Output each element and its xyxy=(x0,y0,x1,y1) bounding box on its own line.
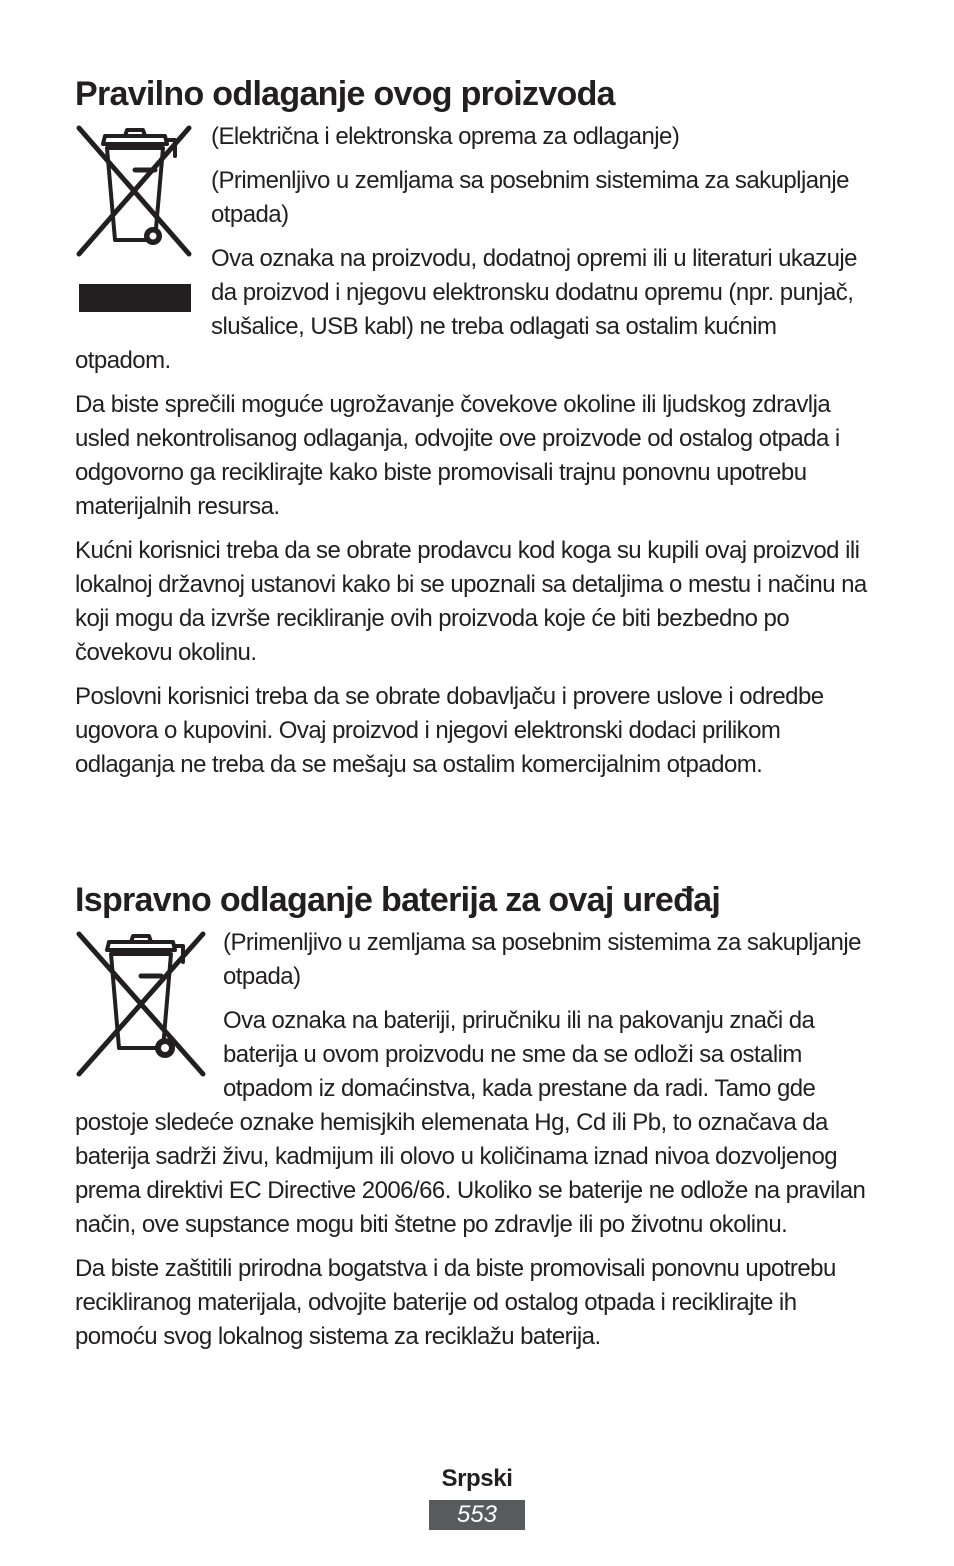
paragraph: Ova oznaka na bateriji, priručniku ili na pakovanju znači da baterija u ovom proizvodu ne sme da se odloži sa ostalim otpadom iz domaćinstva, kada prestane da radi. Tamo gde postoje sledeće oznake hemisjkih elemenata Hg, Cd ili Pb, to označava da baterija sadrži živu, kadmijum ili olovo u količinama iznad nivoa dozvoljenog prema direktivi EC Directive 2006/66. Ukoliko se baterije ne odlože na pravilan način, ove supstance mogu biti štetne po zdravlje ili po životnu okolinu. xyxy=(75,1007,866,1238)
crossed-out-battery-bin-icon xyxy=(75,928,207,1078)
crossed-out-wheelie-bin-icon xyxy=(75,122,193,314)
paragraph: (Primenljivo u zemljama sa posebnim sistemima za sakupljanje otpada) xyxy=(211,167,849,228)
paragraph: Da biste sprečili moguće ugrožavanje čovekove okoline ili ljudskog zdravlja usled nekontrolisanog odlaganja, odvojite ove proizvode od ostalog otpada i odgovorno ga reciklirajte kako biste promovisali trajnu ponovnu upotrebu materijalnih resursa. xyxy=(75,391,840,520)
paragraph: Kućni korisnici treba da se obrate prodavcu kod koga su kupili ovaj proizvod ili lokalnoj državnoj ustanovi kako bi se upoznali sa detaljima o mestu i načinu na koji mogu da izvrše recikliranje ovih proizvoda koje će biti bezbedno po čovekovu okolinu. xyxy=(75,537,867,666)
section-heading: Ispravno odlaganje baterija za ovaj uređaj xyxy=(75,881,721,919)
paragraph: Da biste zaštitili prirodna bogatstva i da biste promovisali ponovnu upotrebu recikliranog materijala, odvojite baterije od ostalog otpada i reciklirajte ih pomoću svog lokalnog sistema za reciklažu baterija. xyxy=(75,1255,836,1350)
page-footer xyxy=(0,1462,954,1530)
paragraph: Poslovni korisnici treba da se obrate dobavljaču i provere uslove i odredbe ugovora o kupovini. Ovaj proizvod i njegovi elektronski dodaci prilikom odlaganja ne treba da se mešaju sa ostalim komercijalnim otpadom. xyxy=(75,683,824,778)
page-number-badge: 553 xyxy=(429,1500,525,1530)
section-battery-disposal xyxy=(75,880,875,1364)
footer-language: Srpski xyxy=(441,1465,513,1492)
paragraph: (Električna i elektronska oprema za odlaganje) xyxy=(211,123,680,150)
section-heading: Pravilno odlaganje ovog proizvoda xyxy=(75,75,615,113)
section-product-disposal xyxy=(75,74,875,792)
paragraph: Ova oznaka na proizvodu, dodatnoj opremi ili u literaturi ukazuje da proizvod i njegovu elektronsku dodatnu opremu (npr. punjač, slušalice, USB kabl) ne treba odlagati sa ostalim kućnim otpadom. xyxy=(75,245,857,374)
paragraph: (Primenljivo u zemljama sa posebnim sistemima za sakupljanje otpada) xyxy=(223,929,861,990)
